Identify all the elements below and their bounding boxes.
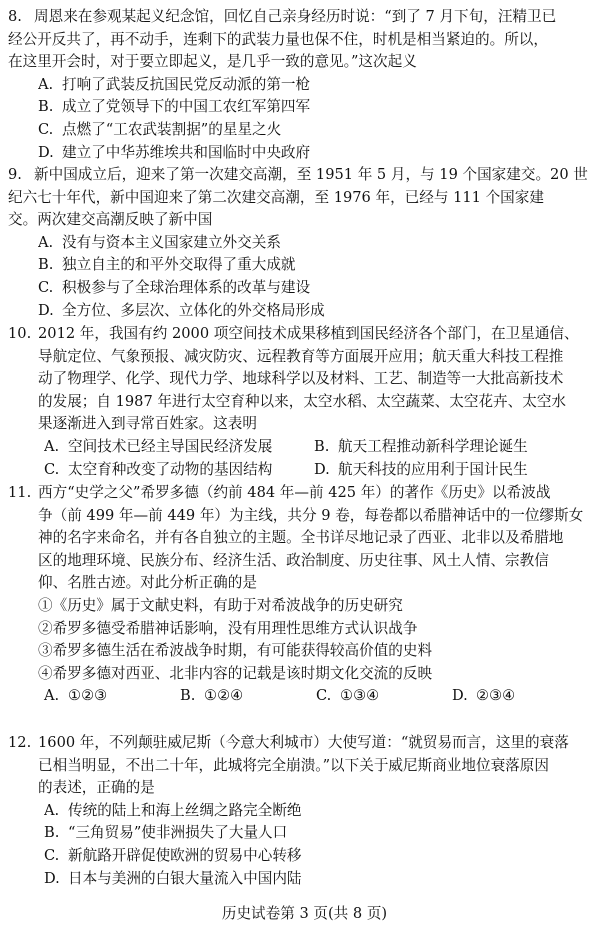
question-number: 9. [8,166,22,183]
question-stem-line: 区的地理环境、民族分布、经济生活、政治制度、历史往事、风土人情、宗教信 [38,551,549,569]
question-stem-line: 的表述，正确的是 [38,779,155,797]
question-number: 10. [8,325,32,342]
question-stem-line: 神的名字来命名，并有各自独立的主题。全书详尽地记录了西亚、北非以及希腊地 [38,529,564,547]
question-stem-line: 争（前 499 年—前 449 年）为主线，共分 9 卷，每卷都以希腊神话中的一位缪斯女 [38,506,584,524]
question-8 [8,6,603,164]
option-c: C. 积极参与了全球治理体系的改革与建设 [38,278,311,296]
question-number: 12. [8,734,32,751]
question-stem-line: 的发展；自 1987 年进行太空育种以来，太空水稻、太空蔬菜、太空花卉、太空水 [38,392,567,410]
option-c: C. 点燃了“工农武装割据”的星星之火 [38,120,282,138]
question-stem-line: 10. 2012 年，我国有约 2000 项空间技术成果移植到国民经济各个部门，在卫星通信、 [8,323,603,346]
question-11 [8,482,603,708]
question-number: 8. [8,8,22,25]
question-stem-line: 交。两次建交高潮反映了新中国 [8,211,213,229]
option-c: C. ①③④ [316,687,380,705]
options [8,685,603,708]
statement-4: ④希罗多德对西亚、北非内容的记载是该时期文化交流的反映 [38,664,433,682]
question-stem-line: 9. 新中国成立后，迎来了第一次建交高潮，至 1951 年 5 月，与 19 个国家建交。20 世 [8,164,603,187]
question-stem-line: 导航定位、气象预报、减灾防灾、远程教育等方面展开应用；航天重大科技工程推 [38,347,564,365]
question-stem-line: 纪六七十年代，新中国迎来了第二次建交高潮，至 1976 年，已经与 111 个国家建 [8,188,544,206]
option-a: A. ①②③ [44,687,108,705]
question-stem-line: 8. 周恩来在参观某起义纪念馆，回忆自己亲身经历时说：“到了 7 月下旬，汪精卫已 [8,6,603,29]
option-b: B. 航天工程推动新科学理论诞生 [314,437,528,455]
option-d: D. 建立了中华苏维埃共和国临时中央政府 [38,143,311,161]
option-a: A. 空间技术已经主导国民经济发展 [44,437,273,455]
options [8,232,603,322]
option-d: D. ②③④ [452,687,516,705]
option-b: B. “三角贸易”使非洲损失了大量人口 [44,824,288,842]
question-stem-line: 12. 1600 年，不列颠驻威尼斯（今意大利城市）大使写道：“就贸易而言，这里的衰落 [8,732,603,755]
options-row [44,436,603,459]
option-d: D. 航天科技的应用利于国计民生 [314,460,528,478]
statement-1: ①《历史》属于文献史料，有助于对希波战争的历史研究 [38,596,403,614]
page-footer: 历史试卷第 3 页(共 8 页) [221,905,388,922]
option-d: D. 日本与美洲的白银大量流入中国内陆 [44,869,302,887]
option-b: B. 成立了党领导下的中国工农红军第四军 [38,98,311,116]
question-stem-line: 已相当明显，不出二十年，此城将完全崩溃。”以下关于威尼斯商业地位衰落原因 [38,756,549,774]
question-10 [8,323,603,481]
option-a: A. 没有与资本主义国家建立外交关系 [38,233,281,251]
options [8,800,603,890]
option-a: A. 传统的陆上和海上丝绸之路完全断绝 [44,801,302,819]
question-number: 11. [8,484,32,501]
question-12 [8,732,603,890]
question-stem-line: 果逐渐进入到寻常百姓家。这表明 [38,415,257,433]
options [8,74,603,164]
option-c: C. 新航路开辟促使欧洲的贸易中心转移 [44,846,302,864]
option-c: C. 太空育种改变了动物的基因结构 [44,460,273,478]
option-b: B. 独立自主的和平外交取得了重大成就 [38,256,296,274]
question-stem-line: 11. 西方“史学之父”希罗多德（约前 484 年—前 425 年）的著作《历史》以希波战 [8,482,603,505]
question-stem-line: 动了物理学、化学、现代力学、地球科学以及材料、工艺、制造等一大批高新技术 [38,370,564,388]
option-d: D. 全方位、多层次、立体化的外交格局形成 [38,301,325,319]
options [8,436,603,481]
option-b: B. ①②④ [180,687,244,705]
options-row [44,685,603,708]
statement-2: ②希罗多德受希腊神话影响，没有用理性思维方式认识战争 [38,619,418,637]
options-row [44,459,603,482]
question-9 [8,164,603,322]
question-stem-line: 在这里开会时，对于要立即起义，是几乎一致的意见。”这次起义 [8,53,417,71]
question-stem-line: 经公开反共了，再不动手，连剩下的武装力量也保不住，时机是相当紧迫的。所以， [8,30,548,48]
question-stem-line: 仰、名胜古迹。对此分析正确的是 [38,574,257,592]
statement-3: ③希罗多德生活在希波战争时期，有可能获得较高价值的史料 [38,642,433,660]
option-a: A. 打响了武装反抗国民党反动派的第一枪 [38,75,311,93]
